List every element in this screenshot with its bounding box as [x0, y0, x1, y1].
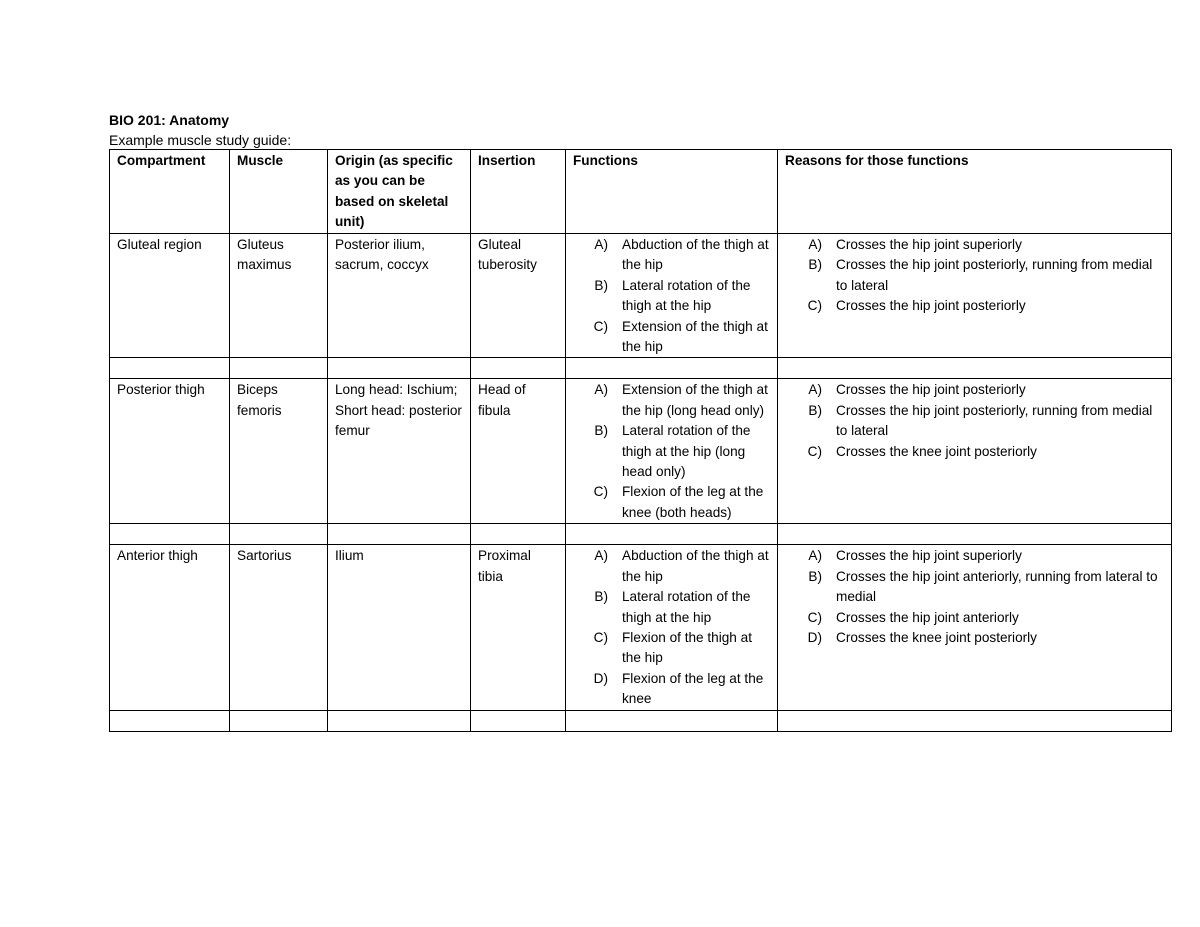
- insertion-cell: Proximal tibia: [471, 545, 566, 710]
- empty-cell: [471, 358, 566, 379]
- list-item: [785, 380, 1164, 400]
- list-item: [785, 235, 1164, 255]
- list-marker: A): [808, 382, 822, 398]
- compartment-cell: Gluteal region: [110, 234, 230, 358]
- functions-list: [573, 546, 770, 709]
- list-item-text: Crosses the hip joint posteriorly, running from medial to lateral: [836, 402, 1153, 439]
- list-marker: B): [808, 568, 822, 584]
- document-subtitle: Example muscle study guide:: [109, 132, 292, 148]
- table-row: [110, 379, 1172, 524]
- list-marker: D): [807, 629, 822, 645]
- empty-cell: [230, 358, 328, 379]
- list-item-text: Crosses the hip joint anteriorly, running from lateral to medial: [836, 568, 1158, 605]
- empty-cell: [471, 524, 566, 545]
- list-marker: B): [808, 402, 822, 418]
- list-item: [785, 567, 1164, 608]
- list-item: [573, 421, 770, 482]
- compartment-cell: Posterior thigh: [110, 379, 230, 524]
- functions-list: [573, 235, 770, 357]
- list-item-text: Extension of the thigh at the hip (long head only): [622, 382, 768, 418]
- insertion-cell: Gluteal tuberosity: [471, 234, 566, 358]
- header-insertion: Insertion: [471, 150, 566, 234]
- list-marker: A): [594, 382, 608, 398]
- muscle-cell: Biceps femoris: [230, 379, 328, 524]
- muscle-study-table: [109, 149, 1172, 732]
- list-item: [573, 628, 770, 669]
- list-marker: C): [807, 609, 822, 625]
- list-item-text: Lateral rotation of the thigh at the hip (long head only): [622, 423, 751, 480]
- list-marker: C): [593, 318, 608, 334]
- list-item: [785, 608, 1164, 628]
- reasons-cell: [778, 545, 1172, 710]
- origin-cell: Ilium: [328, 545, 471, 710]
- list-item-text: Crosses the hip joint superiorly: [836, 237, 1022, 252]
- list-marker: C): [593, 484, 608, 500]
- header-compartment: Compartment: [110, 150, 230, 234]
- list-item-text: Flexion of the leg at the knee: [622, 670, 764, 707]
- empty-cell: [110, 710, 230, 731]
- spacer-row: [110, 710, 1172, 731]
- reasons-list: [785, 235, 1164, 317]
- origin-cell: Long head: Ischium; Short head: posterior femur: [328, 379, 471, 524]
- table-body: [110, 234, 1172, 732]
- list-item: [785, 401, 1164, 442]
- list-marker: B): [808, 257, 822, 273]
- empty-cell: [566, 710, 778, 731]
- list-item: [573, 276, 770, 317]
- origin-cell: Posterior ilium, sacrum, coccyx: [328, 234, 471, 358]
- list-item-text: Crosses the knee joint posteriorly: [836, 443, 1037, 459]
- list-marker: C): [593, 629, 608, 645]
- header-muscle: Muscle: [230, 150, 328, 234]
- list-marker: D): [593, 670, 608, 686]
- functions-list: [573, 380, 770, 523]
- empty-cell: [328, 358, 471, 379]
- compartment-cell: Anterior thigh: [110, 545, 230, 710]
- header-reasons: Reasons for those functions: [778, 150, 1172, 234]
- list-item: [573, 380, 770, 421]
- list-item: [785, 442, 1164, 462]
- list-item-text: Lateral rotation of the thigh at the hip: [622, 277, 751, 314]
- list-item: [573, 587, 770, 628]
- empty-cell: [110, 524, 230, 545]
- muscle-cell: Gluteus maximus: [230, 234, 328, 358]
- empty-cell: [566, 358, 778, 379]
- list-marker: B): [594, 589, 608, 605]
- list-item-text: Abduction of the thigh at the hip: [622, 237, 769, 273]
- list-item-text: Crosses the knee joint posteriorly: [836, 629, 1037, 645]
- list-item-text: Extension of the thigh at the hip: [622, 318, 768, 355]
- list-item: [573, 669, 770, 710]
- empty-cell: [778, 358, 1172, 379]
- empty-cell: [471, 710, 566, 731]
- list-marker: B): [594, 277, 608, 293]
- table-row: [110, 545, 1172, 710]
- document-title: BIO 201: Anatomy: [109, 112, 230, 128]
- header-row: [110, 150, 1172, 234]
- list-item-text: Crosses the hip joint posteriorly, running from medial to lateral: [836, 257, 1153, 293]
- empty-cell: [110, 358, 230, 379]
- spacer-row: [110, 358, 1172, 379]
- list-marker: C): [807, 298, 822, 314]
- list-marker: A): [594, 237, 608, 252]
- reasons-cell: [778, 379, 1172, 524]
- reasons-list: [785, 380, 1164, 462]
- list-item-text: Lateral rotation of the thigh at the hip: [622, 589, 751, 625]
- empty-cell: [230, 710, 328, 731]
- header-origin: Origin (as specific as you can be based on skeletal unit): [328, 150, 471, 234]
- empty-cell: [328, 710, 471, 731]
- list-item-text: Crosses the hip joint posteriorly: [836, 382, 1026, 398]
- list-marker: A): [594, 548, 608, 564]
- list-item-text: Flexion of the leg at the knee (both heads): [622, 484, 764, 520]
- empty-cell: [778, 710, 1172, 731]
- empty-cell: [230, 524, 328, 545]
- list-item-text: Crosses the hip joint superiorly: [836, 548, 1022, 564]
- list-marker: A): [808, 548, 822, 564]
- list-item: [785, 546, 1164, 566]
- list-item: [573, 317, 770, 358]
- functions-cell: [566, 234, 778, 358]
- muscle-cell: Sartorius: [230, 545, 328, 710]
- functions-cell: [566, 379, 778, 524]
- functions-cell: [566, 545, 778, 710]
- list-marker: B): [594, 423, 608, 439]
- list-marker: A): [808, 237, 822, 252]
- list-item: [785, 628, 1164, 648]
- spacer-row: [110, 524, 1172, 545]
- insertion-cell: Head of fibula: [471, 379, 566, 524]
- list-item: [573, 546, 770, 587]
- empty-cell: [328, 524, 471, 545]
- empty-cell: [566, 524, 778, 545]
- table-row: [110, 234, 1172, 358]
- list-marker: C): [807, 443, 822, 459]
- reasons-cell: [778, 234, 1172, 358]
- reasons-list: [785, 546, 1164, 648]
- empty-cell: [778, 524, 1172, 545]
- list-item-text: Crosses the hip joint anteriorly: [836, 609, 1019, 625]
- header-functions: Functions: [566, 150, 778, 234]
- list-item-text: Crosses the hip joint posteriorly: [836, 298, 1026, 314]
- list-item: [573, 482, 770, 523]
- list-item: [785, 255, 1164, 296]
- list-item: [785, 296, 1164, 316]
- list-item: [573, 235, 770, 276]
- list-item-text: Abduction of the thigh at the hip: [622, 548, 769, 584]
- list-item-text: Flexion of the thigh at the hip: [622, 629, 752, 666]
